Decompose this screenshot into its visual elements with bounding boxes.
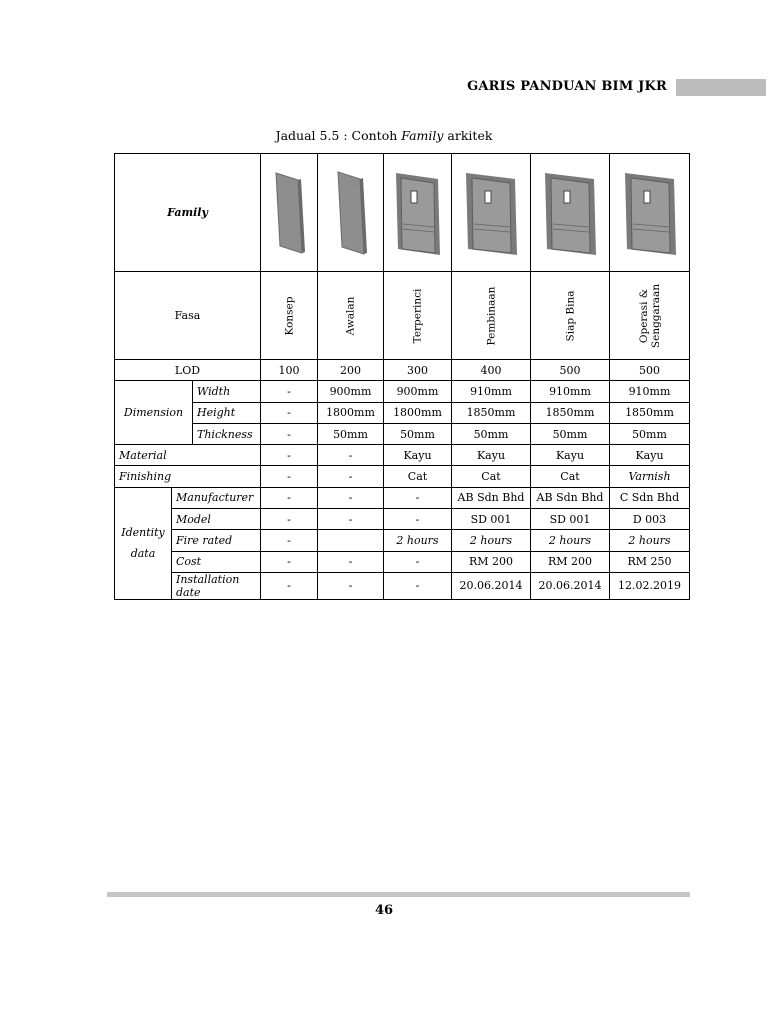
table-cell: 1850mm bbox=[452, 402, 531, 423]
door-image-awalan bbox=[318, 154, 384, 272]
door-image-pembinaan bbox=[452, 154, 531, 272]
material-label: Material bbox=[115, 445, 261, 466]
table-cell: RM 200 bbox=[531, 551, 610, 572]
table-cell: - bbox=[261, 402, 318, 423]
document-header-title: GARIS PANDUAN BIM JKR bbox=[467, 79, 667, 94]
identity-data-label: Identity data bbox=[115, 487, 172, 599]
model-row bbox=[115, 509, 690, 530]
door-image-konsep bbox=[261, 154, 318, 272]
fire-rated-label: Fire rated bbox=[172, 530, 261, 551]
table-cell: 1850mm bbox=[610, 402, 690, 423]
table-cell: - bbox=[261, 551, 318, 572]
table-cell: 2 hours bbox=[610, 530, 690, 551]
table-cell: 20.06.2014 bbox=[452, 572, 531, 599]
table-cell: Kayu bbox=[384, 445, 452, 466]
material-row bbox=[115, 445, 690, 466]
table-cell: 12.02.2019 bbox=[610, 572, 690, 599]
table-cell: - bbox=[261, 423, 318, 444]
table-caption bbox=[0, 128, 768, 143]
thickness-row bbox=[115, 423, 690, 444]
table-cell: - bbox=[384, 551, 452, 572]
table-cell: 50mm bbox=[318, 423, 384, 444]
door-icon bbox=[265, 170, 313, 256]
height-label: Height bbox=[193, 402, 261, 423]
manufacturer-row bbox=[115, 487, 690, 508]
table-cell: 910mm bbox=[531, 381, 610, 402]
table-cell: - bbox=[261, 572, 318, 599]
table-cell: D 003 bbox=[610, 509, 690, 530]
table-cell: - bbox=[318, 466, 384, 487]
table-cell: Varnish bbox=[610, 466, 690, 487]
door-icon bbox=[614, 169, 685, 257]
height-row bbox=[115, 402, 690, 423]
table-cell: 20.06.2014 bbox=[531, 572, 610, 599]
table-cell: 400 bbox=[452, 360, 531, 381]
table-cell: 50mm bbox=[610, 423, 690, 444]
phase-operasi: Operasi & Senggaraan bbox=[610, 272, 690, 360]
phase-terperinci: Terperinci bbox=[384, 272, 452, 360]
table-cell: 500 bbox=[610, 360, 690, 381]
table-cell: AB Sdn Bhd bbox=[531, 487, 610, 508]
table-cell: Kayu bbox=[531, 445, 610, 466]
table-cell: 1850mm bbox=[531, 402, 610, 423]
table-cell: - bbox=[318, 572, 384, 599]
table-cell: 200 bbox=[318, 360, 384, 381]
table-cell: 910mm bbox=[610, 381, 690, 402]
phase-pembinaan: Pembinaan bbox=[452, 272, 531, 360]
fire-rated-row bbox=[115, 530, 690, 551]
table-cell bbox=[318, 530, 384, 551]
cost-row bbox=[115, 551, 690, 572]
table-cell: - bbox=[261, 509, 318, 530]
finishing-label: Finishing bbox=[115, 466, 261, 487]
model-label: Model bbox=[172, 509, 261, 530]
caption-prefix: Jadual 5.5 : Contoh bbox=[275, 128, 402, 143]
door-icon bbox=[322, 169, 379, 257]
door-icon bbox=[456, 169, 526, 257]
table-cell: - bbox=[384, 487, 452, 508]
table-cell: 50mm bbox=[384, 423, 452, 444]
table-cell: 1800mm bbox=[318, 402, 384, 423]
table-cell: Kayu bbox=[610, 445, 690, 466]
installation-date-label: Installation date bbox=[172, 572, 261, 599]
phase-awalan: Awalan bbox=[318, 272, 384, 360]
table-cell: 500 bbox=[531, 360, 610, 381]
table-cell: SD 001 bbox=[452, 509, 531, 530]
table-cell: - bbox=[261, 487, 318, 508]
table-cell: 1800mm bbox=[384, 402, 452, 423]
door-image-terperinci bbox=[384, 154, 452, 272]
table-cell: - bbox=[261, 381, 318, 402]
table-cell: 910mm bbox=[452, 381, 531, 402]
manufacturer-label: Manufacturer bbox=[172, 487, 261, 508]
fasa-row bbox=[115, 272, 690, 360]
table-cell: - bbox=[261, 530, 318, 551]
lod-row bbox=[115, 360, 690, 381]
table-cell: 900mm bbox=[318, 381, 384, 402]
table-cell: 50mm bbox=[452, 423, 531, 444]
table-cell: 100 bbox=[261, 360, 318, 381]
table-cell: Kayu bbox=[452, 445, 531, 466]
lod-label: LOD bbox=[115, 360, 261, 381]
table-cell: C Sdn Bhd bbox=[610, 487, 690, 508]
table-cell: Cat bbox=[531, 466, 610, 487]
door-icon bbox=[535, 169, 605, 257]
table-cell: - bbox=[384, 572, 452, 599]
table-cell: - bbox=[384, 509, 452, 530]
table-cell: RM 200 bbox=[452, 551, 531, 572]
table-cell: SD 001 bbox=[531, 509, 610, 530]
door-image-operasi bbox=[610, 154, 690, 272]
table-cell: 900mm bbox=[384, 381, 452, 402]
table-cell: 50mm bbox=[531, 423, 610, 444]
table-cell: 2 hours bbox=[452, 530, 531, 551]
table-cell: - bbox=[318, 445, 384, 466]
thickness-label: Thickness bbox=[193, 423, 261, 444]
table-cell: 300 bbox=[384, 360, 452, 381]
finishing-row bbox=[115, 466, 690, 487]
door-icon bbox=[388, 169, 447, 257]
table-cell: RM 250 bbox=[610, 551, 690, 572]
table-cell: - bbox=[318, 487, 384, 508]
caption-suffix: arkitek bbox=[443, 128, 493, 143]
table-cell: Cat bbox=[384, 466, 452, 487]
table-cell: 2 hours bbox=[384, 530, 452, 551]
caption-italic: Family bbox=[401, 128, 444, 143]
table-cell: 2 hours bbox=[531, 530, 610, 551]
family-table bbox=[114, 153, 690, 600]
width-label: Width bbox=[193, 381, 261, 402]
header-decor-bar bbox=[676, 79, 766, 96]
cost-label: Cost bbox=[172, 551, 261, 572]
family-label: Family bbox=[115, 154, 261, 272]
footer-decor-bar bbox=[107, 892, 690, 897]
table-cell: - bbox=[318, 509, 384, 530]
fasa-label: Fasa bbox=[115, 272, 261, 360]
table-cell: - bbox=[318, 551, 384, 572]
width-row bbox=[115, 381, 690, 402]
door-image-siap-bina bbox=[531, 154, 610, 272]
table-cell: - bbox=[261, 445, 318, 466]
table-cell: Cat bbox=[452, 466, 531, 487]
phase-konsep: Konsep bbox=[261, 272, 318, 360]
table-cell: AB Sdn Bhd bbox=[452, 487, 531, 508]
page-number: 46 bbox=[374, 903, 394, 918]
phase-siap-bina: Siap Bina bbox=[531, 272, 610, 360]
installation-date-row bbox=[115, 572, 690, 599]
dimension-label: Dimension bbox=[115, 381, 193, 445]
family-row bbox=[115, 154, 690, 272]
table-cell: - bbox=[261, 466, 318, 487]
